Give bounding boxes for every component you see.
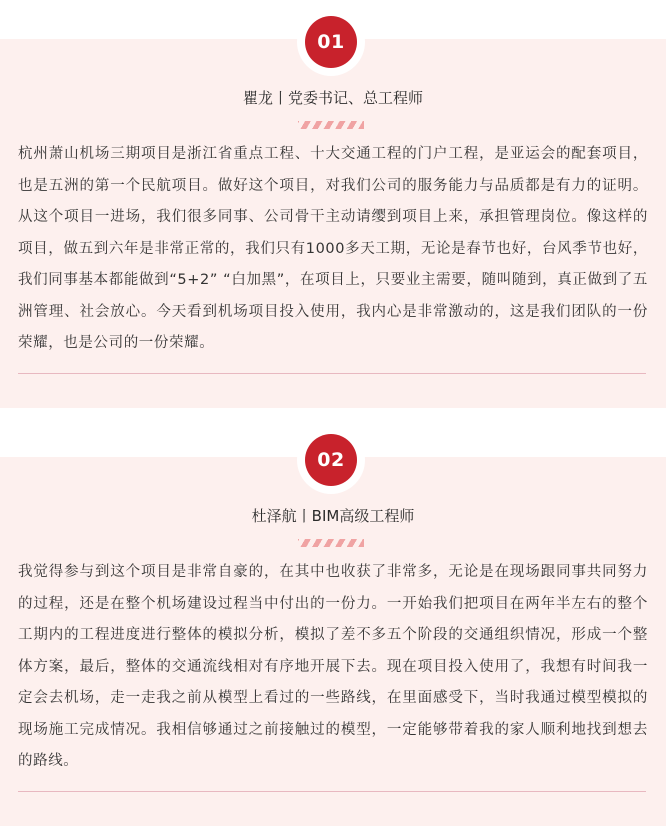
number-badge-1: 01: [305, 16, 357, 68]
quote-text-2: 我觉得参与到这个项目是非常自豪的，在其中也收获了非常多，无论是在现场跟同事共同努力的过程，还是在整个机场建设过程当中付出的一份力。一开始我们把项目在两年半左右的整个工期内的工程进度进行整体的模拟分析，模拟了差不多五个阶段的交通组织情况，形成一个整体方案，最后，整体的交通流线相对有序地开展下去。现在项目投入使用了，我想有时间我一定会去机场，走一走我之前从模型上看过的一些路线，在里面感受下，当时我通过模型模拟的现场施工完成情况。我相信够通过之前接触过的模型，一定能够带着我的家人顺利地找到想去的路线。: [18, 564, 648, 769]
number-badge-ring-2: [297, 426, 365, 494]
speaker-name-2: 杜泽航丨BIM高级工程师: [251, 507, 415, 525]
number-badge-ring-1: [297, 8, 365, 76]
number-badge-2: 02: [305, 434, 357, 486]
quote-text-1: 杭州萧山机场三期项目是浙江省重点工程、十大交通工程的门户工程，是亚运会的配套项目，也是五洲的第一个民航项目。做好这个项目，对我们公司的服务能力与品质都是有力的证明。从这个项目一进场，我们很多同事、公司骨干主动请缨到项目上来，承担管理岗位。像这样的项目，做五到六年是非常正常的，我们只有1000多天工期，无论是春节也好，台风季节也好，我们同事基本都能做到“5+2” “白加黑”，在项目上，只要业主需要，随叫随到，真正做到了五洲管理、社会放心。今天看到机场项目投入使用，我内心是非常激动的，这是我们团队的一份荣耀，也是公司的一份荣耀。: [18, 146, 648, 351]
divider-1: [18, 373, 646, 374]
stripe-decoration-2: [298, 539, 364, 547]
stripe-decoration-1: [298, 121, 364, 129]
divider-2: [18, 791, 646, 792]
speaker-name-1: 瞿龙丨党委书记、总工程师: [242, 89, 423, 107]
